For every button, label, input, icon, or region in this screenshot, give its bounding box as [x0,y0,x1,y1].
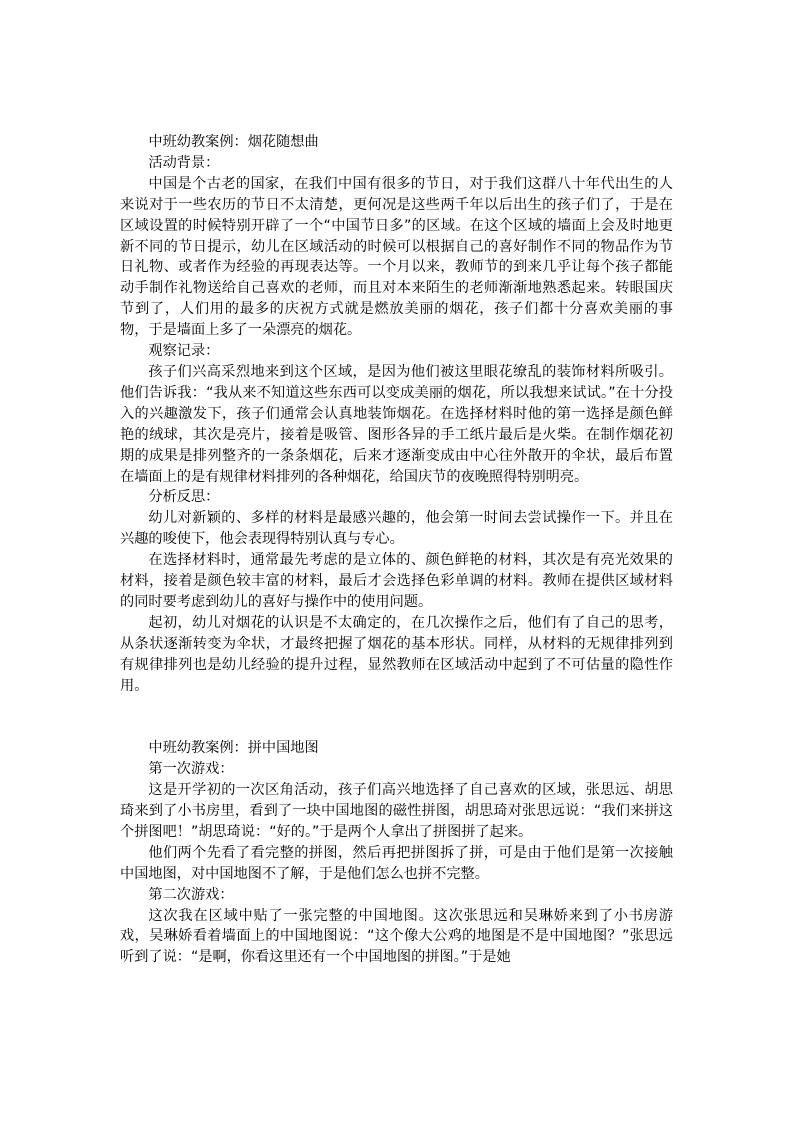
section-heading-observation: 观察记录： [148,343,220,360]
document-body [120,132,673,968]
blank-line [120,696,673,717]
section-heading-background: 活动背景： [148,154,220,171]
blank-line [120,717,673,738]
paragraph-second-game-1: 这次我在区域中贴了一张完整的中国地图。这次张思远和吴琳娇来到了小书房游戏，吴琳娇看着墙面上的中国地图说：“这个像大公鸡的地图是不是中国地图？”张思远听到了说：“是啊，你看这里还有一个中国地图的拼图。”于是她 [120,907,673,966]
case-title: 中班幼教案例：拼中国地图 [148,740,319,757]
section-heading-first-game: 第一次游戏： [148,761,234,778]
paragraph-first-game-1: 这是开学初的一次区角活动，孩子们高兴地选择了自己喜欢的区域，张思远、胡思琦来到了小书房里，看到了一块中国地图的磁性拼图，胡思琦对张思远说：“我们来拼这个拼图吧！”胡思琦说：“好的。”于是两个人拿出了拼图拼了起来。 [120,782,673,840]
section-heading-second-game: 第二次游戏： [148,886,234,903]
section-heading-analysis: 分析反思： [148,489,220,506]
case-title: 中班幼教案例：烟花随想曲 [148,134,319,150]
paragraph-analysis-1: 幼儿对新颖的、多样的材料是最感兴趣的，他会第一时间去尝试操作一下。并且在兴趣的唆使下，他会表现得特别认真与专心。 [120,510,673,548]
paragraph-first-game-2: 他们两个先看了看完整的拼图，然后再把拼图拆了拼，可是由于他们是第一次接触中国地图，对中国地图不了解，于是他们怎么也拼不完整。 [120,844,673,882]
paragraph-observation: 孩子们兴高采烈地来到这个区域，是因为他们被这里眼花缭乱的装饰材料所吸引。他们告诉我：“我从来不知道这些东西可以变成美丽的烟花，所以我想来试试。”在十分投入的兴趣激发下，孩子们通常会认真地装饰烟花。在选择材料时他的第一选择是颜色鲜艳的绒球，其次是亮片，接着是吸管、图形各异的手工纸片最后是火柴。在制作烟花初期的成果是排列整齐的一条条烟花，后来才逐渐变成由中心往外散开的伞状，最后布置在墙面上的是有规律材料排列的各种烟花，给国庆节的夜晚照得特别明亮。 [120,363,673,485]
paragraph-background: 中国是个古老的国家，在我们中国有很多的节日，对于我们这群八十年代出生的人来说对于一些农历的节日不太清楚，更何况是这些两千年以后出生的孩子们了，于是在区域设置的时候特别开辟了一个“中国节日多”的区域。在这个区域的墙面上会及时地更新不同的节日提示，幼儿在区域活动的时候可以根据自己的喜好制作不同的物品作为节日礼物、或者作为经验的再现表达等。一个月以来，教师节的到来几乎让每个孩子都能动手制作礼物送给自己喜欢的老师，而且对本来陌生的老师渐渐地熟悉起来。转眼国庆节到了，人们用的最多的庆祝方式就是燃放美丽的烟花，孩子们都十分喜欢美丽的事物，于是墙面上多了一朵漂亮的烟花。 [120,175,673,339]
paragraph-analysis-3: 起初，幼儿对烟花的认识是不太确定的，在几次操作之后，他们有了自己的思考，从条状逐渐转变为伞状，才最终把握了烟花的基本形状。同样，从材料的无规律排列到有规律排列也是幼儿经验的提升过程，显然教师在区域活动中起到了不可估量的隐性作用。 [120,614,673,694]
paragraph-analysis-2: 在选择材料时，通常最先考虑的是立体的、颜色鲜艳的材料，其次是有亮光效果的材料，接着是颜色较丰富的材料，最后才会选择色彩单调的材料。教师在提供区域材料的同时要考虑到幼儿的喜好与操作中的使用问题。 [120,552,673,610]
